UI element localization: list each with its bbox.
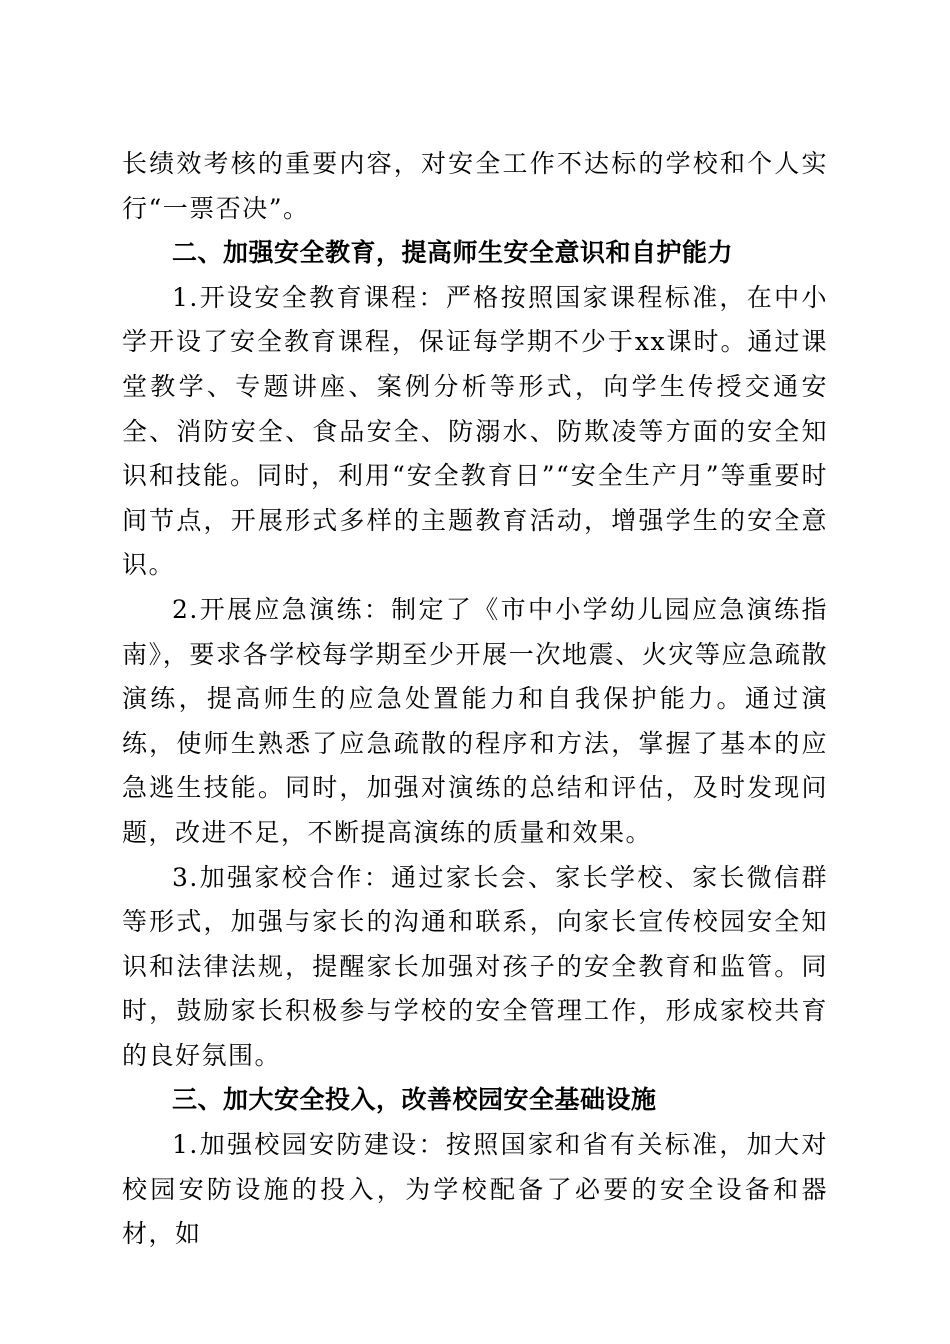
document-page bbox=[122, 142, 828, 1257]
paragraph-2-1: 1.开设安全教育课程：严格按照国家课程标准，在中小学开设了安全教育课程，保证每学期不少于xx课时。通过课堂教学、专题讲座、案例分析等形式，向学生传授交通安全、消防安全、食品安全、防溺水、防欺凌等方面的安全知识和技能。同时，利用“安全教育日”“安全生产月”等重要时间节点，开展形式多样的主题教育活动，增强学生的安全意识。 bbox=[122, 282, 828, 580]
section-heading-3: 三、加大安全投入，改善校园安全基础设施 bbox=[172, 1085, 657, 1115]
paragraph-3-1: 1.加强校园安防建设：按照国家和省有关标准，加大对校园安防设施的投入，为学校配备了必要的安全设备和器材，如 bbox=[122, 1130, 828, 1249]
paragraph-2-3: 3.加强家校合作：通过家长会、家长学校、家长微信群等形式，加强与家长的沟通和联系，向家长宣传校园安全知识和法律法规，提醒家长加强对孩子的安全教育和监管。同时，鼓励家长积极参与学校的安全管理工作，形成家校共育的良好氛围。 bbox=[122, 862, 828, 1070]
paragraph-2-2: 2.开展应急演练：制定了《市中小学幼儿园应急演练指南》，要求各学校每学期至少开展一次地震、火灾等应急疏散演练，提高师生的应急处置能力和自我保护能力。通过演练，使师生熟悉了应急疏散的程序和方法，掌握了基本的应急逃生技能。同时，加强对演练的总结和评估，及时发现问题，改进不足，不断提高演练的质量和效果。 bbox=[122, 594, 828, 847]
section-heading-2: 二、加强安全教育，提高师生安全意识和自护能力 bbox=[172, 238, 734, 268]
paragraph-intro: 长绩效考核的重要内容，对安全工作不达标的学校和个人实行“一票否决”。 bbox=[122, 149, 828, 223]
